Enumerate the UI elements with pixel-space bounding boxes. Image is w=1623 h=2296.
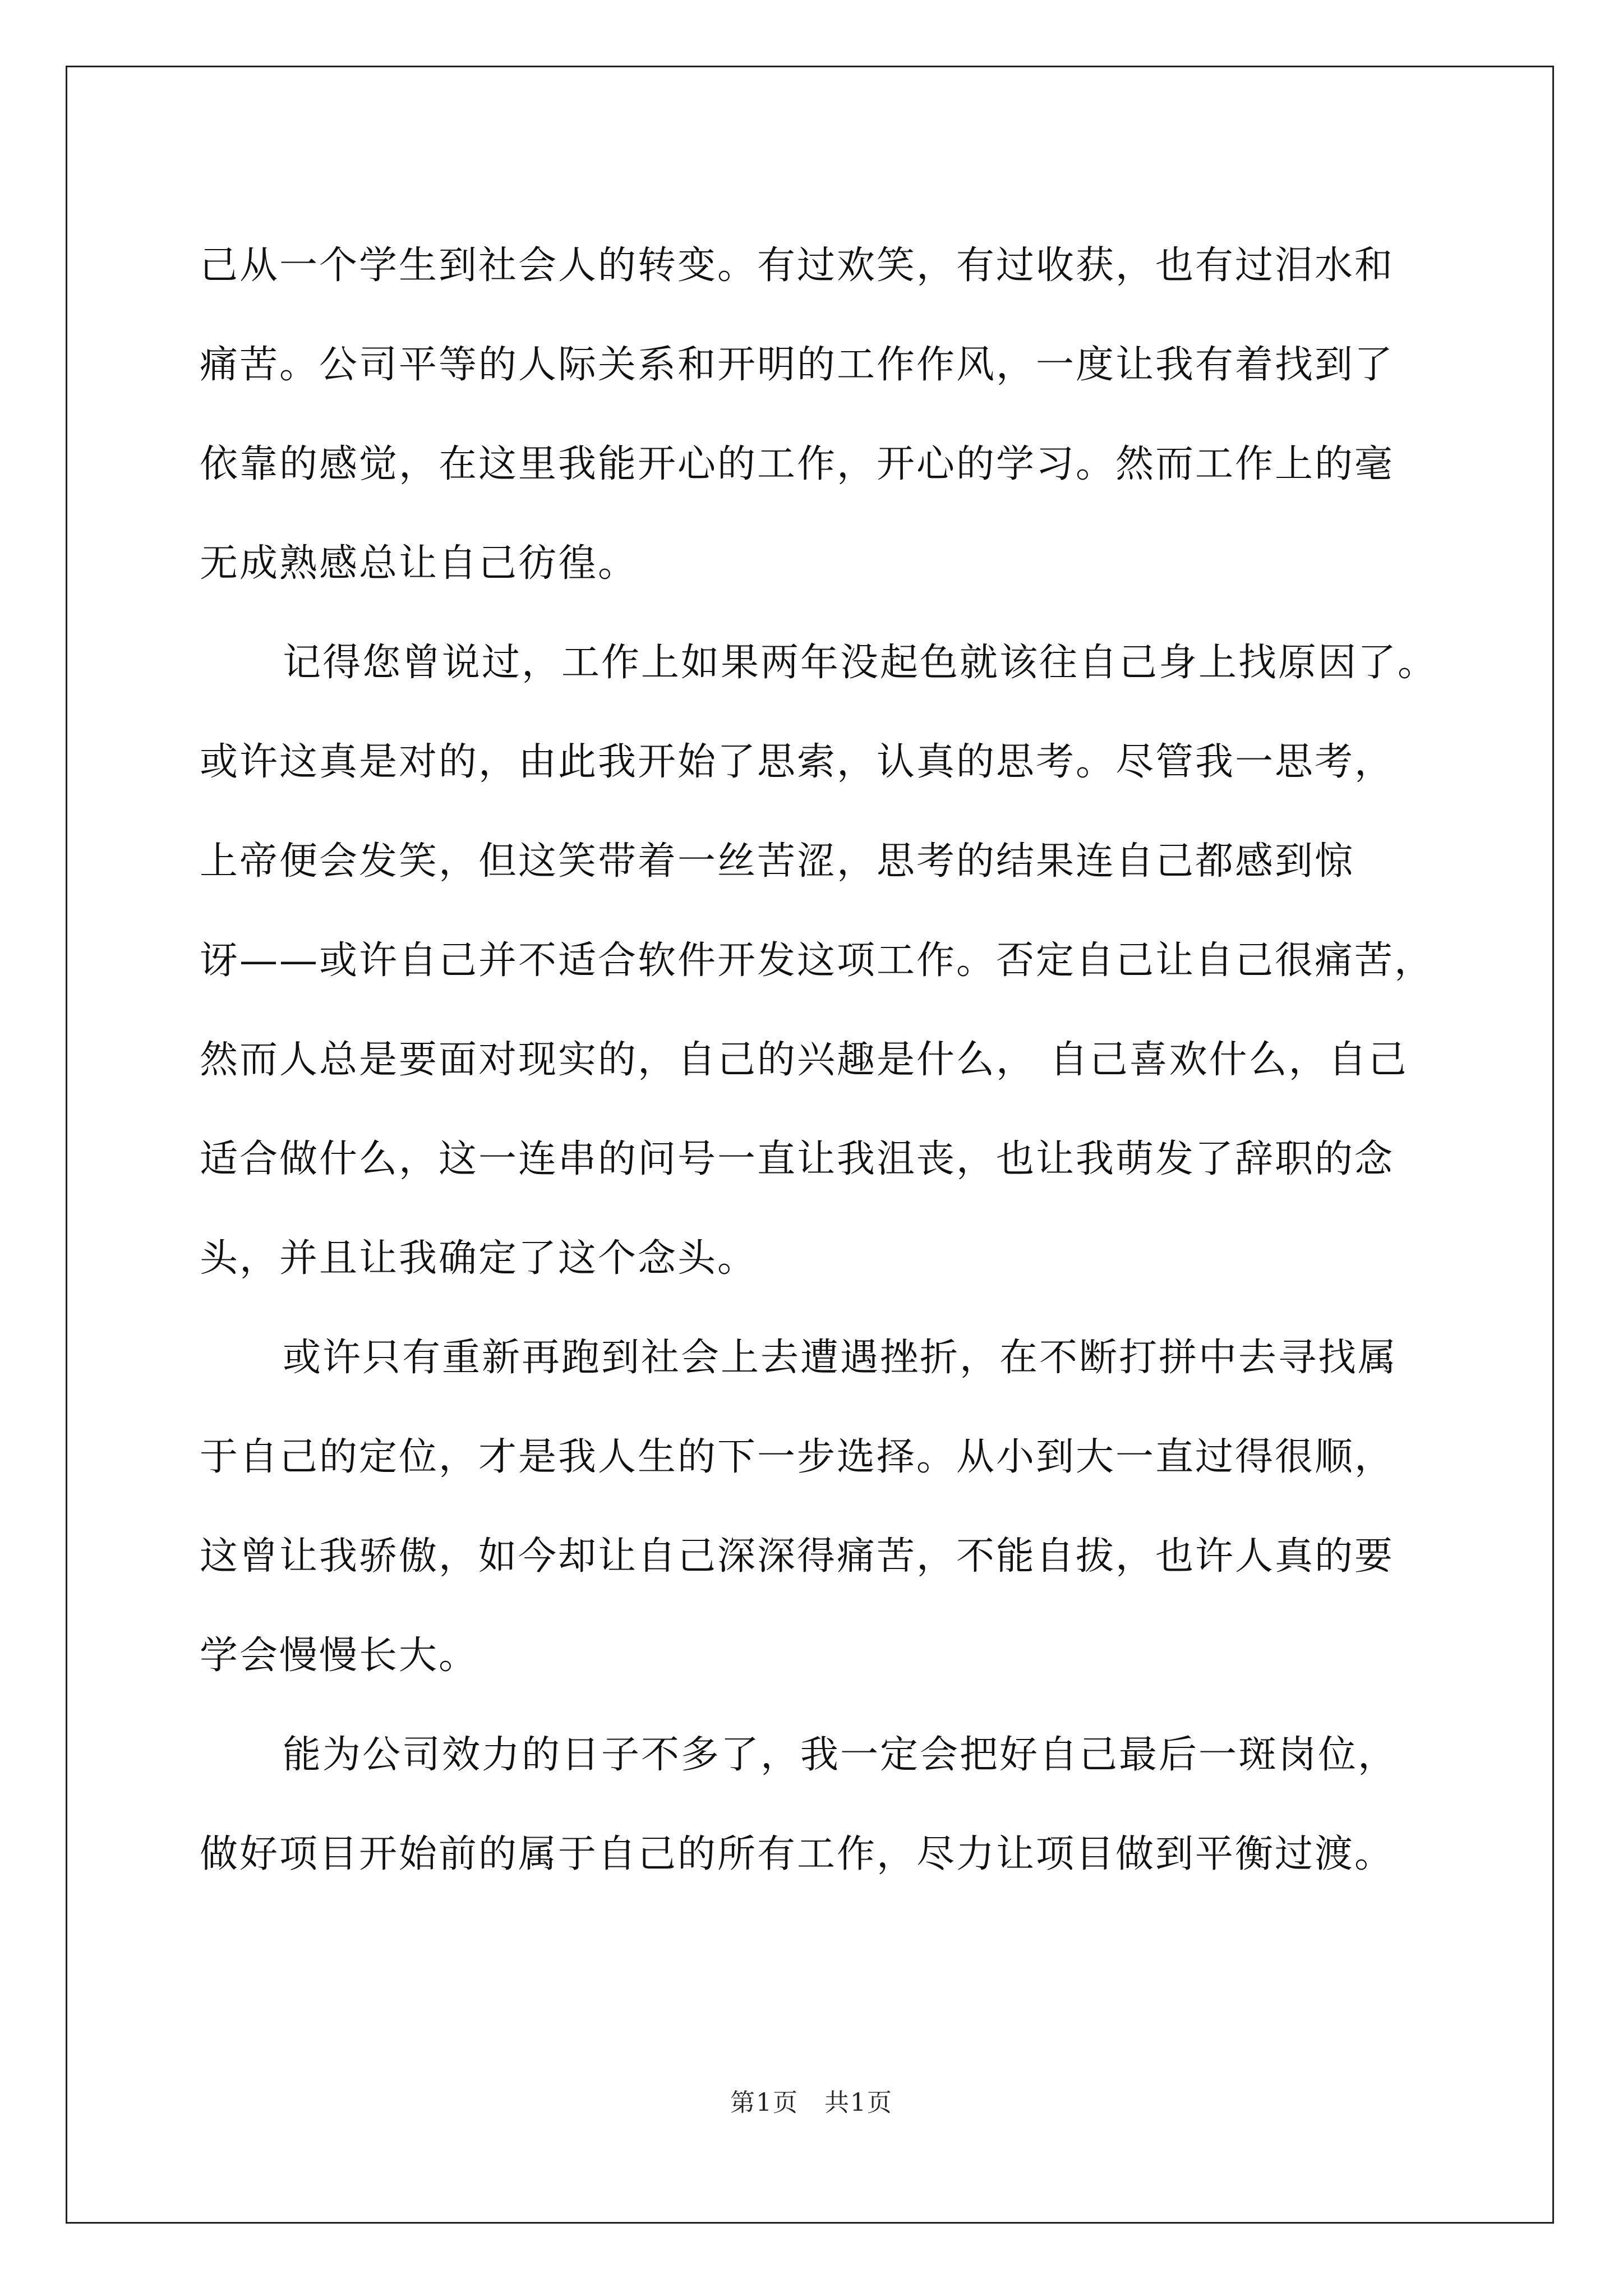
text-line: 上帝便会发笑，但这笑带着一丝苦涩，思考的结果连自己都感到惊	[200, 839, 1355, 884]
text-line: 头，并且让我确定了这个念头。	[200, 1236, 758, 1281]
text-line: 无成熟感总让自己彷徨。	[200, 541, 638, 586]
paragraph-2	[200, 613, 1438, 1308]
paragraph-1	[200, 216, 1433, 613]
text-line: 讶——或许自己并不适合软件开发这项工作。否定自己让自己很痛苦，	[200, 938, 1435, 983]
paragraph-3	[200, 1308, 1433, 1705]
text-line: 能为公司效力的日子不多了，我一定会把好自己最后一斑岗位，	[283, 1733, 1398, 1777]
text-line: 做好项目开始前的属于自己的所有工作，尽力让项目做到平衡过渡。	[200, 1832, 1395, 1876]
text-line: 己从一个学生到社会人的转变。有过欢笑，有过收获，也有过泪水和	[200, 243, 1395, 288]
page-footer: 第1页 共1页	[730, 2088, 893, 2117]
text-line: 痛苦。公司平等的人际关系和开明的工作作风，一度让我有着找到了	[200, 343, 1395, 387]
text-line: 或许只有重新再跑到社会上去遭遇挫折，在不断打拼中去寻找属	[283, 1336, 1398, 1380]
text-line: 这曾让我骄傲，如今却让自己深深得痛苦，不能自拔，也许人真的要	[200, 1534, 1395, 1579]
text-line: 适合做什么，这一连串的问号一直让我沮丧，也让我萌发了辞职的念	[200, 1137, 1395, 1181]
text-line: 学会慢慢长大。	[200, 1634, 479, 1678]
text-line: 依靠的感觉，在这里我能开心的工作，开心的学习。然而工作上的毫	[200, 442, 1395, 486]
paragraph-4	[200, 1705, 1433, 1904]
document-body	[200, 216, 1438, 1904]
text-line: 于自己的定位，才是我人生的下一步选择。从小到大一直过得很顺，	[200, 1435, 1395, 1479]
text-line: 或许这真是对的，由此我开始了思索，认真的思考。尽管我一思考，	[200, 740, 1395, 784]
text-line: 记得您曾说过，工作上如果两年没起色就该往自己身上找原因了。	[283, 641, 1438, 685]
text-line: 然而人总是要面对现实的，自己的兴趣是什么， 自己喜欢什么，自己	[200, 1038, 1408, 1082]
